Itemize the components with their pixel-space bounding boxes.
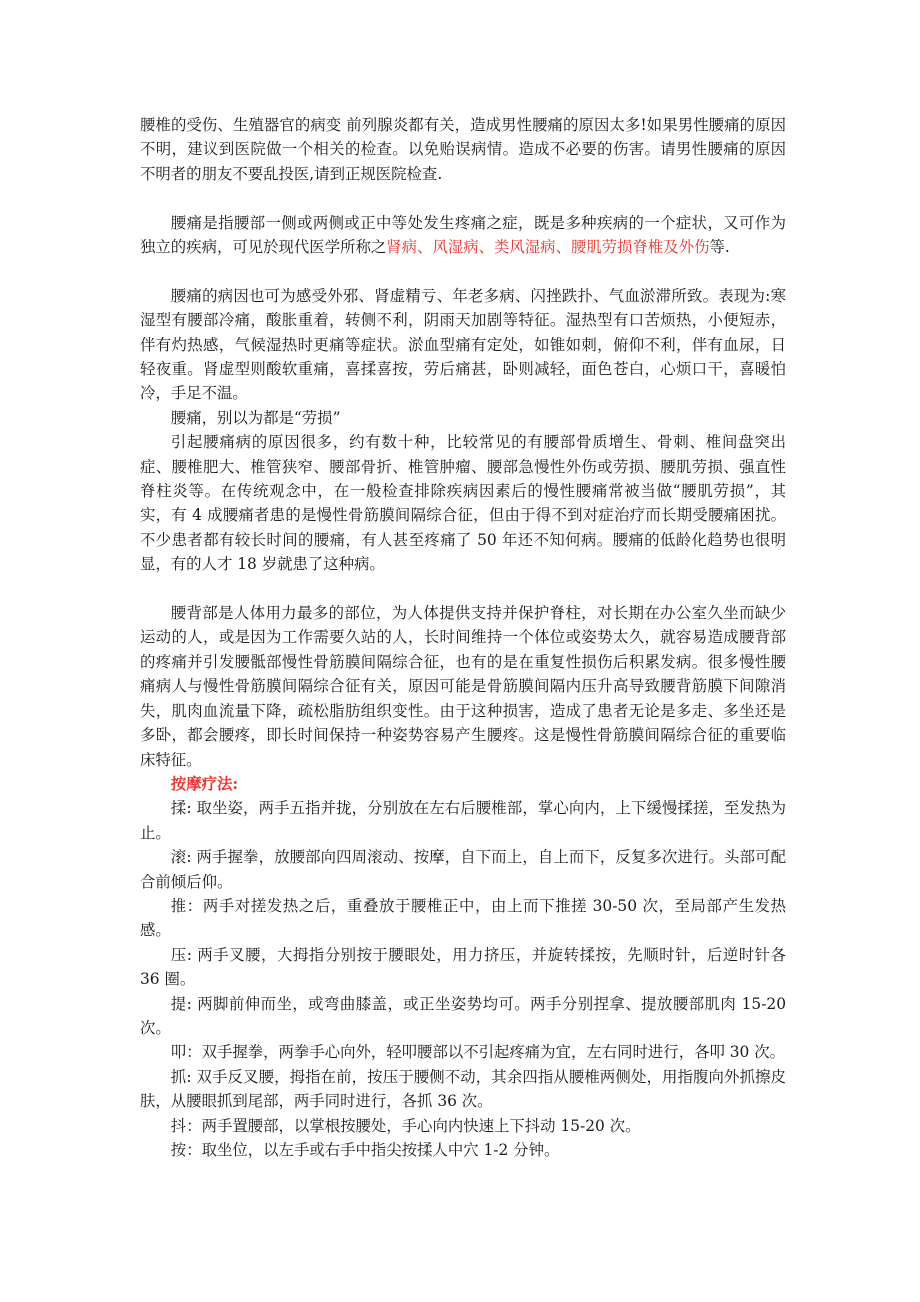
massage-step: 压: 两手叉腰，大拇指分别按于腰眼处，用力挤压，并旋转揉按，先顺时针，后逆时针各 36 圈。 (140, 945, 786, 989)
document-body (140, 113, 786, 1162)
intro-paragraph: 腰椎的受伤、生殖器官的病变 前列腺炎都有关，造成男性腰痛的原因太多!如果男性腰痛的原因不明，建议到医院做一个相关的检查。以免贻误病情。造成不必要的伤害。请男性腰痛的原因不明者的朋友不要乱投医,请到正规医院检查. (140, 116, 786, 183)
massage-step: 按：取坐位，以左手或右手中指尖按揉人中穴 1-2 分钟。 (170, 1141, 560, 1160)
massage-step: 推：两手对搓发热之后，重叠放于腰椎正中，由上而下推搓 30-50 次，至局部产生发热感。 (140, 896, 786, 940)
back-paragraph: 腰背部是人体用力最多的部位，为人体提供支持并保护脊柱，对长期在办公室久坐而缺少运动的人，或是因为工作需要久站的人，长时间维持一个体位或姿势太久，就容易造成腰背部的疼痛并引发腰骶部慢性骨筋膜间隔综合征，也有的是在重复性损伤后积累发病。很多慢性腰痛病人与慢性骨筋膜间隔综合征有关，原因可能是骨筋膜间隔内压升高导致腰背筋膜下间隙消失，肌肉血流量下降，疏松脂肪组织变性。由于这种损害，造成了患者无论是多走、多坐还是多卧，都会腰疼，即长时间保持一种姿势容易产生腰疼。这是慢性骨筋膜间隔综合征的重要临床特征。 (140, 604, 786, 769)
definition-paragraph (140, 211, 786, 260)
definition-ending: 等. (709, 238, 730, 257)
disease-list-highlight: 肾病、风湿病、类风湿病、腰肌劳损脊椎及外伤 (386, 238, 710, 257)
massage-step: 滚: 两手握拳，放腰部向四周滚动、按摩，自下而上，自上而下，反复多次进行。头部可配合前倾后仰。 (140, 848, 786, 891)
strain-paragraph: 引起腰痛病的原因很多，约有数十种，比较常见的有腰部骨质增生、骨刺、椎间盘突出症、腰椎肥大、椎管狭窄、腰部骨折、椎管肿瘤、腰部急慢性外伤或劳损、腰肌劳损、强直性脊柱炎等。在传统观念中，在一般检查排除疾病因素后的慢性腰痛常被当做“腰肌劳损”，其实，有 4 成腰痛者患的是慢性骨筋膜间隔综合征，但由于得不到对症治疗而长期受腰痛困扰。不少患者都有较长时间的腰痛，有人甚至疼痛了 50 年还不知何病。腰痛的低龄化趋势也很明显，有的人才 18 岁就患了这种病。 (140, 433, 786, 574)
causes-paragraph: 腰痛的病因也可为感受外邪、肾虚精亏、年老多病、闪挫跌扑、气血淤滞所致。表现为:寒湿型有腰部冷痛，酸胀重着，转侧不利，阴雨天加剧等特征。湿热型有口苦烦热，小便短赤，伴有灼热感，气候湿热时更痛等症状。淤血型痛有定处，如锥如刺，俯仰不利，伴有血尿，日轻夜重。肾虚型则酸软重痛，喜揉喜按，劳后痛甚，卧则减轻，面色苍白，心烦口干，喜暖怕冷，手足不温。 (140, 286, 786, 403)
massage-step: 叩：双手握拳，两拳手心向外，轻叩腰部以不引起疼痛为宜，左右同时进行，各叩 30 次。 (170, 1043, 786, 1062)
massage-step: 揉: 取坐姿，两手五指并拢，分别放在左右后腰椎部，掌心向内，上下缓慢揉搓，至发热为止。 (140, 799, 786, 842)
section-subtitle: 腰痛，别以为都是“劳损” (170, 408, 341, 427)
massage-heading: 按摩疗法: (170, 774, 239, 793)
massage-step: 提: 两脚前伸而坐，或弯曲膝盖，或正坐姿势均可。两手分别捏拿、提放腰部肌肉 15-20 次。 (140, 994, 786, 1037)
definition-text: 腰痛是指腰部一侧或两侧或正中等处发生疼痛之症，既是多种疾病的一个症状，又可作为独立的疾病，可见於现代医学所称之 (140, 213, 786, 257)
massage-step: 抖：两手置腰部，以掌根按腰处，手心向内快速上下抖动 15-20 次。 (170, 1116, 641, 1135)
massage-step: 抓: 双手反叉腰，拇指在前，按压于腰侧不动，其余四指从腰椎两侧处，用指腹向外抓擦皮肤，从腰眼抓到尾部，两手同时进行，各抓 36 次。 (140, 1067, 786, 1111)
